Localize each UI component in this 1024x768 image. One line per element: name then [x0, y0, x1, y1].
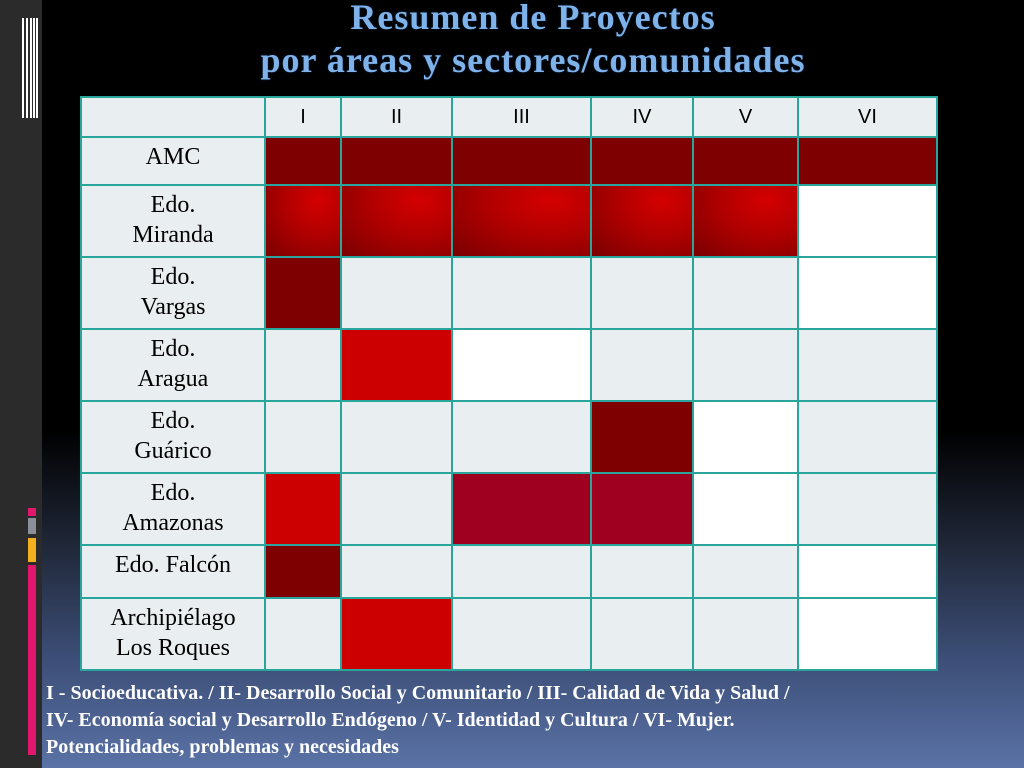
row-label-line-1: Edo.: [150, 480, 196, 506]
table-row: [81, 545, 937, 598]
legend-line-1: I - Socioeducativa. / II- Desarrollo Social y Comunitario / III- Calidad de Vida y Salud /: [46, 682, 790, 704]
legend-line-2: IV- Economía social y Desarrollo Endógeno / V- Identidad y Cultura / VI- Mujer.: [46, 709, 735, 731]
status-cell: [341, 257, 452, 329]
row-label-line-1: Edo. Falcón: [115, 552, 231, 578]
status-cell: [265, 473, 341, 545]
status-cell: [341, 137, 452, 185]
status-cell: [452, 401, 591, 473]
column-header: V: [693, 97, 798, 137]
status-cell: [591, 545, 693, 598]
status-cell: [693, 473, 798, 545]
status-cell: [693, 545, 798, 598]
status-cell: [591, 598, 693, 670]
status-cell: [452, 185, 591, 257]
row-label-line-1: Edo.: [150, 408, 196, 434]
status-cell: [798, 137, 937, 185]
status-cell: [341, 545, 452, 598]
status-cell: [452, 137, 591, 185]
legend-line-3: Potencialidades, problemas y necesidades: [46, 736, 399, 758]
row-label: [81, 545, 265, 598]
row-label: [81, 598, 265, 670]
row-label-line-2: Aragua: [137, 366, 209, 392]
column-header: II: [341, 97, 452, 137]
status-cell: [341, 401, 452, 473]
row-label: [81, 473, 265, 545]
status-cell: [341, 185, 452, 257]
table-row: [81, 473, 937, 545]
status-cell: [591, 257, 693, 329]
row-label: [81, 257, 265, 329]
table-row: [81, 329, 937, 401]
row-label: [81, 401, 265, 473]
status-cell: [798, 185, 937, 257]
row-label-line-2: Los Roques: [116, 635, 230, 661]
table-row: [81, 598, 937, 670]
status-cell: [341, 329, 452, 401]
row-label-line-2: Amazonas: [122, 510, 224, 536]
status-cell: [591, 185, 693, 257]
status-cell: [798, 473, 937, 545]
accent-gray: [28, 518, 36, 534]
status-cell: [265, 545, 341, 598]
status-cell: [693, 257, 798, 329]
projects-table: [80, 96, 938, 671]
row-label: [81, 185, 265, 257]
legend: [46, 680, 1021, 761]
status-cell: [693, 185, 798, 257]
header-row: [81, 97, 937, 137]
column-header: VI: [798, 97, 937, 137]
table-row: [81, 257, 937, 329]
column-header: IV: [591, 97, 693, 137]
accent-yellow: [28, 538, 36, 562]
status-cell: [798, 545, 937, 598]
status-cell: [452, 329, 591, 401]
row-label-line-1: Archipiélago: [110, 605, 236, 631]
status-cell: [452, 473, 591, 545]
page-title: [42, 0, 1024, 82]
decorative-lines-icon: [22, 18, 40, 118]
row-label-line-2: Miranda: [132, 222, 214, 248]
status-cell: [591, 473, 693, 545]
column-header: III: [452, 97, 591, 137]
row-label-line-2: Guárico: [134, 438, 212, 464]
status-cell: [591, 137, 693, 185]
status-cell: [341, 473, 452, 545]
row-label-line-1: Edo.: [150, 336, 196, 362]
row-label-line-1: Edo.: [150, 264, 196, 290]
status-cell: [591, 401, 693, 473]
status-cell: [265, 185, 341, 257]
status-cell: [693, 598, 798, 670]
status-cell: [452, 257, 591, 329]
status-cell: [693, 329, 798, 401]
row-label-line-1: AMC: [145, 144, 201, 170]
table-row: [81, 185, 937, 257]
status-cell: [798, 329, 937, 401]
side-bar: [0, 0, 42, 768]
row-label-line-2: Vargas: [140, 294, 206, 320]
status-cell: [798, 401, 937, 473]
status-cell: [693, 401, 798, 473]
table-row: [81, 401, 937, 473]
table-row: [81, 137, 937, 185]
status-cell: [265, 137, 341, 185]
status-cell: [798, 598, 937, 670]
corner-cell: [81, 97, 265, 137]
column-header: I: [265, 97, 341, 137]
accent-pink-long: [28, 565, 36, 755]
status-cell: [265, 329, 341, 401]
status-cell: [265, 598, 341, 670]
status-cell: [693, 137, 798, 185]
row-label-line-1: Edo.: [150, 192, 196, 218]
status-cell: [798, 257, 937, 329]
status-cell: [265, 257, 341, 329]
title-line-1: Resumen de Proyectos: [350, 0, 716, 37]
title-line-2: por áreas y sectores/comunidades: [260, 40, 806, 80]
status-cell: [591, 329, 693, 401]
status-cell: [265, 401, 341, 473]
row-label: [81, 329, 265, 401]
row-label: [81, 137, 265, 185]
status-cell: [452, 598, 591, 670]
accent-pink: [28, 508, 36, 516]
status-cell: [341, 598, 452, 670]
status-cell: [452, 545, 591, 598]
